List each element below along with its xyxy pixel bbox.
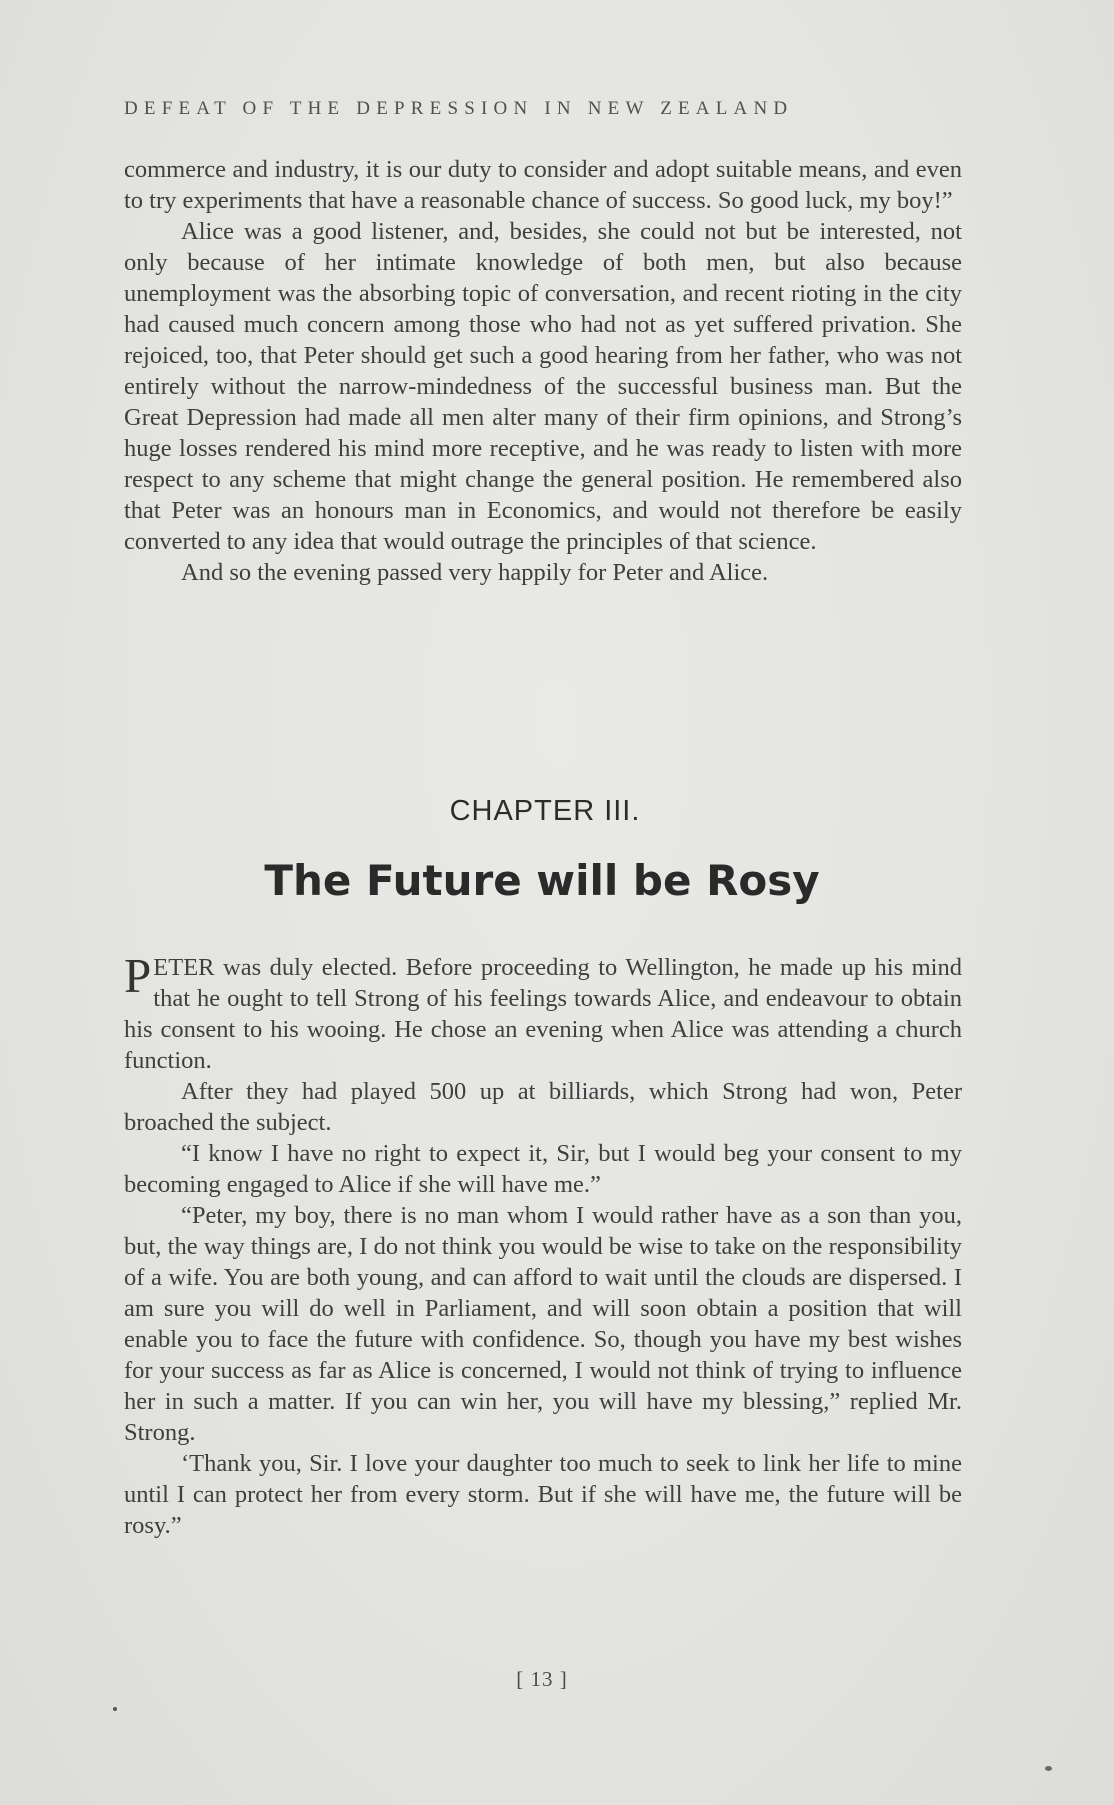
running-head: DEFEAT OF THE DEPRESSION IN NEW ZEALAND bbox=[124, 98, 794, 119]
drop-cap: P bbox=[124, 948, 152, 1003]
ink-speck bbox=[1045, 1766, 1052, 1771]
paragraph bbox=[124, 948, 962, 1076]
ink-speck bbox=[113, 1707, 117, 1711]
paragraph: And so the evening passed very happily for Peter and Alice. bbox=[181, 559, 769, 586]
top-text-block bbox=[124, 154, 962, 588]
paragraph-text: ETER was duly elected. Before proceeding to Wellington, he made up his mind that he ought to tell Strong of his feelings towards Alice, and endeavour to obtain his consent to his wooing. He chose an evening when Alice was attending a church function. bbox=[124, 954, 962, 1074]
chapter-text-block bbox=[124, 948, 962, 1541]
paragraph: “I know I have no right to expect it, Sir, but I would beg your consent to my becoming engaged to Alice if she will have me.” bbox=[124, 1140, 962, 1198]
paragraph: After they had played 500 up at billiards, which Strong had won, Peter broached the subject. bbox=[124, 1078, 962, 1136]
page-number: [ 13 ] bbox=[516, 1667, 568, 1691]
paragraph: ‘Thank you, Sir. I love your daughter too much to seek to link her life to mine until I can protect her from every storm. But if she will have me, the future will be rosy.” bbox=[124, 1450, 962, 1539]
paragraph: “Peter, my boy, there is no man whom I would rather have as a son than you, but, the way things are, I do not think you would be wise to take on the responsibility of a wife. You are both young, and can afford to wait until the clouds are dispersed. I am sure you will do well in Parliament, and will soon obtain a position that will enable you to face the future with confidence. So, though you have my best wishes for your success as far as Alice is concerned, I would not think of trying to influence her in such a matter. If you can win her, you will have my blessing,” replied Mr. Strong. bbox=[124, 1202, 962, 1446]
chapter-title: The Future will be Rosy bbox=[264, 856, 820, 905]
chapter-label: CHAPTER III. bbox=[449, 795, 641, 827]
paragraph: Alice was a good listener, and, besides, she could not but be interested, not only because of her intimate knowledge of both men, but also because unemployment was the absorbing topic of conversation, and recent rioting in the city had caused much concern among those who had not as yet suffered privation. She rejoiced, too, that Peter should get such a good hearing from her father, who was not entirely without the narrow-mindedness of the successful business man. But the Great Depression had made all men alter many of their firm opinions, and Strong’s huge losses rendered his mind more receptive, and he was ready to listen with more respect to any scheme that might change the general position. He remembered also that Peter was an honours man in Economics, and would not therefore be easily converted to any idea that would outrage the principles of that science. bbox=[124, 218, 962, 555]
paragraph: commerce and industry, it is our duty to consider and adopt suitable means, and even to try experiments that have a reasonable chance of success. So good luck, my boy!” bbox=[124, 156, 962, 214]
